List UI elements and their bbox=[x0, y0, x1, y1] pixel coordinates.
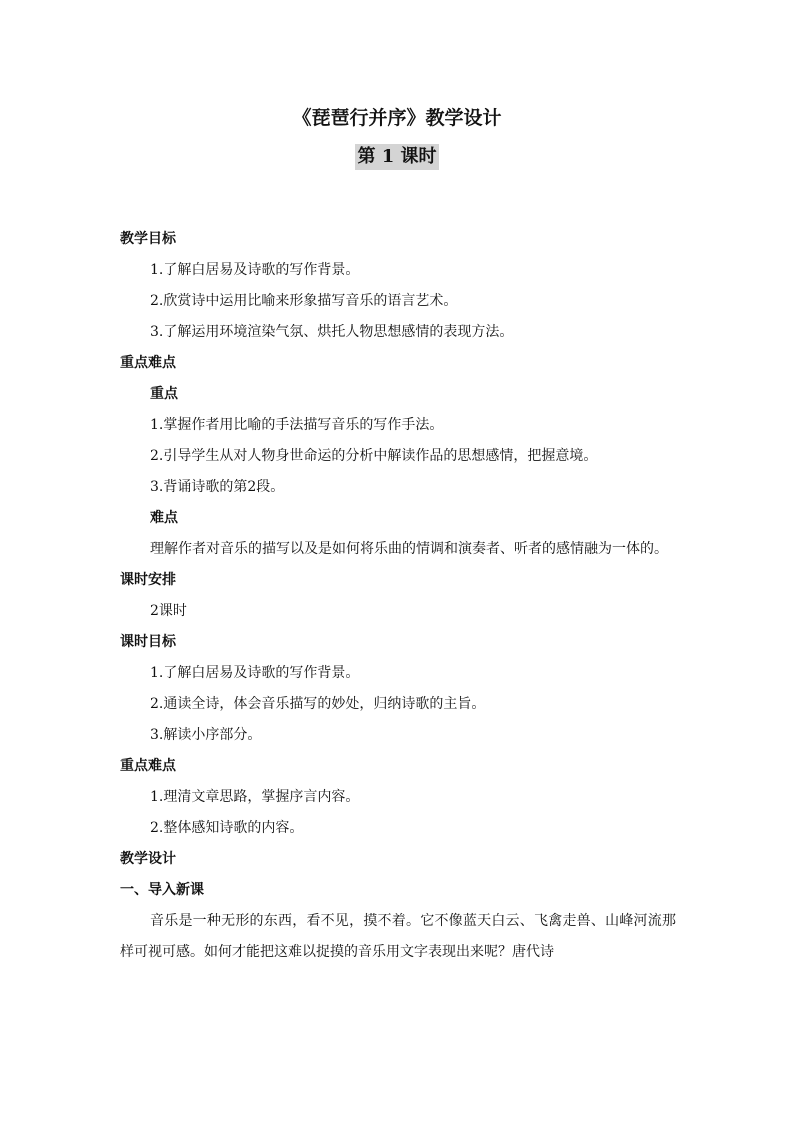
key-point-item: 2.引导学生从对人物身世命运的分析中解读作品的思想感情，把握意境。 bbox=[150, 448, 598, 464]
subheading-key: 重点 bbox=[150, 386, 178, 402]
document-body bbox=[120, 224, 676, 968]
schedule-text: 2课时 bbox=[150, 603, 187, 619]
goal-item: 1.了解白居易及诗歌的写作背景。 bbox=[150, 262, 360, 278]
section-heading-intro: 一、导入新课 bbox=[120, 882, 204, 898]
section-heading-goals: 教学目标 bbox=[120, 231, 176, 247]
lesson-key-item: 1.理清文章思路，掌握序言内容。 bbox=[150, 789, 360, 805]
section-heading-design: 教学设计 bbox=[120, 851, 176, 867]
subtitle-container bbox=[0, 144, 794, 170]
lesson-key-item: 2.整体感知诗歌的内容。 bbox=[150, 820, 304, 836]
section-heading-lesson-key: 重点难点 bbox=[120, 758, 176, 774]
subheading-difficult: 难点 bbox=[150, 510, 178, 526]
section-heading-key: 重点难点 bbox=[120, 355, 176, 371]
intro-paragraph: 音乐是一种无形的东西，看不见，摸不着。它不像蓝天白云、飞禽走兽、山峰河流那样可视可感。如何才能把这难以捉摸的音乐用文字表现出来呢？唐代诗 bbox=[120, 913, 676, 960]
section-heading-schedule: 课时安排 bbox=[120, 572, 176, 588]
difficult-paragraph: 理解作者对音乐的描写以及是如何将乐曲的情调和演奏者、听者的感情融为一体的。 bbox=[150, 541, 668, 557]
lesson-goal-item: 3.解读小序部分。 bbox=[150, 727, 262, 743]
goal-item: 2.欣赏诗中运用比喻来形象描写音乐的语言艺术。 bbox=[150, 293, 458, 309]
document-title: 《琵琶行并序》教学设计 bbox=[292, 107, 502, 129]
section-heading-lesson-goals: 课时目标 bbox=[120, 634, 176, 650]
lesson-goal-item: 2.通读全诗，体会音乐描写的妙处，归纳诗歌的主旨。 bbox=[150, 696, 486, 712]
goal-item: 3.了解运用环境渲染气氛、烘托人物思想感情的表现方法。 bbox=[150, 324, 514, 340]
lesson-number-subtitle: 第 1 课时 bbox=[355, 144, 438, 170]
key-point-item: 3.背诵诗歌的第2段。 bbox=[150, 479, 285, 495]
key-point-item: 1.掌握作者用比喻的手法描写音乐的写作手法。 bbox=[150, 417, 444, 433]
lesson-goal-item: 1.了解白居易及诗歌的写作背景。 bbox=[150, 665, 360, 681]
